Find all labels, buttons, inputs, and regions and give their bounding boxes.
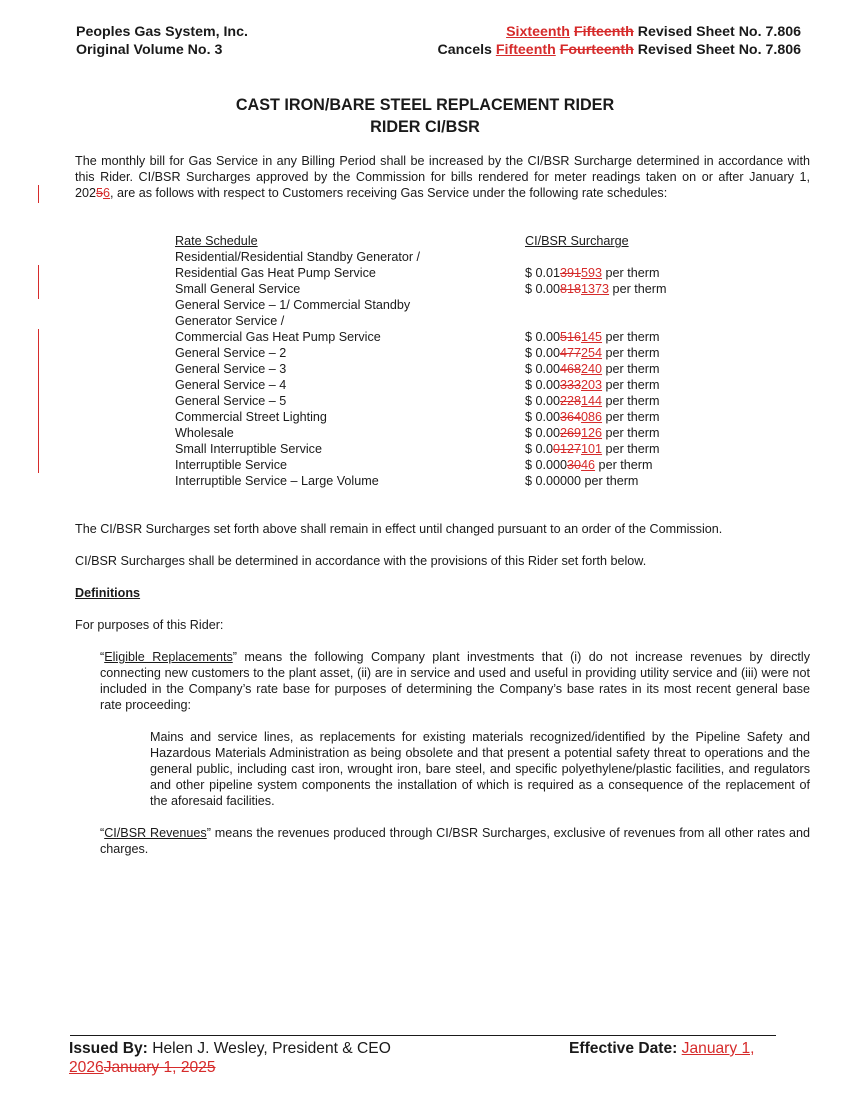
surcharge-value: [525, 265, 659, 281]
surcharge-inserted-digits: 1373: [581, 282, 610, 296]
surcharge-deleted-digits: 30: [567, 458, 582, 472]
cancels-deleted-ordinal: Fourteenth: [559, 42, 634, 58]
surcharge-value: [525, 393, 659, 409]
surcharge-text: $ 0.00000 per therm: [525, 474, 639, 488]
revenues-definition: [100, 825, 810, 857]
sheet-inserted-ordinal: Sixteenth: [506, 24, 570, 40]
issued-by-label: Issued By:: [69, 1040, 148, 1057]
effective-date-deleted: January 1, 2025: [103, 1059, 216, 1076]
surcharge-text: per therm: [602, 378, 660, 392]
rate-schedule-name: General Service – 4: [175, 378, 287, 392]
surcharge-text: $ 0.00: [525, 346, 561, 360]
purposes-line: For purposes of this Rider:: [75, 618, 224, 632]
surcharge-inserted-digits: 145: [581, 330, 603, 344]
rate-schedule-name: Residential Gas Heat Pump Service: [175, 266, 376, 280]
sheet-number: [506, 23, 801, 41]
surcharge-deleted-digits: 468: [560, 362, 582, 376]
intro-text-a: The monthly bill for Gas Service in any Billing Period shall be increased by the CI/BSR Surcharge determined in accordance with this Rider. CI/BSR Surcharges approved by the Commission for bills rendered for meter readings taken on or after January 1, 202: [75, 154, 810, 200]
surcharge-deleted-digits: 228: [560, 394, 582, 408]
intro-text-b: , are as follows with respect to Customers receiving Gas Service under the following rate schedules:: [110, 186, 668, 200]
surcharge-deleted-digits: 0127: [553, 442, 582, 456]
volume-number: Original Volume No. 3: [76, 42, 223, 58]
cancels-lead: Cancels: [437, 42, 496, 58]
surcharge-text: per therm: [595, 458, 653, 472]
rate-schedule-header: Rate Schedule: [175, 234, 258, 248]
company-name: Peoples Gas System, Inc.: [76, 24, 248, 40]
surcharge-text: per therm: [609, 282, 667, 296]
surcharge-text: per therm: [602, 442, 660, 456]
mains-paragraph: Mains and service lines, as replacements for existing materials recognized/identified by the Pipeline Safety and Hazardous Materials Administration as being obsolete and that present a potential safety threat to operations and the general public, including cast iron, wrought iron, bare steel, and specific polyethylene/plastic facilities, and regulators and other pipeline system components the installation of which is required as a consequence of the replacement of the aforesaid facilities.: [150, 730, 810, 808]
footer-rule: [70, 1035, 776, 1036]
eligible-open-quote: “: [100, 650, 105, 664]
rate-schedule-name: Generator Service /: [175, 314, 285, 328]
surcharge-text: per therm: [602, 330, 660, 344]
surcharge-text: $ 0.00: [525, 410, 561, 424]
surcharge-inserted-digits: 086: [581, 410, 603, 424]
issued-by-value: Helen J. Wesley, President & CEO: [147, 1040, 391, 1057]
surcharge-value: [525, 281, 666, 297]
rate-schedule-name: Interruptible Service – Large Volume: [175, 474, 379, 488]
surcharge-text: $ 0.00: [525, 378, 561, 392]
revision-change-bar: [38, 329, 39, 473]
intro-paragraph: [75, 153, 810, 201]
surcharge-inserted-digits: 240: [581, 362, 603, 376]
surcharge-text: per therm: [602, 266, 660, 280]
surcharge-value: [525, 457, 652, 473]
surcharge-text: $ 0.0: [525, 442, 554, 456]
surcharge-inserted-digits: 144: [581, 394, 603, 408]
surcharge-text: $ 0.00: [525, 394, 561, 408]
surcharge-header: CI/BSR Surcharge: [525, 234, 629, 248]
revision-change-bar: [38, 185, 39, 203]
rate-schedule-name: General Service – 2: [175, 346, 287, 360]
sheet-deleted-ordinal: Fifteenth: [573, 24, 634, 40]
surcharge-value: [525, 441, 659, 457]
surcharge-inserted-digits: 254: [581, 346, 603, 360]
revision-change-bar: [38, 265, 39, 299]
rate-schedule-name: Small General Service: [175, 282, 301, 296]
surcharge-inserted-digits: 126: [581, 426, 603, 440]
surcharge-deleted-digits: 333: [560, 378, 582, 392]
intro-year-inserted: 6: [103, 186, 111, 200]
issued-by: [69, 1039, 391, 1059]
surcharge-value: [525, 473, 638, 489]
rate-schedule-name: Wholesale: [175, 426, 234, 440]
intro-year-deleted: 5: [96, 186, 104, 200]
surcharge-deleted-digits: 269: [560, 426, 582, 440]
surcharge-text: per therm: [602, 346, 660, 360]
definitions-heading: Definitions: [75, 586, 141, 600]
surcharge-value: [525, 377, 659, 393]
surcharge-value: [525, 425, 659, 441]
surcharge-deleted-digits: 477: [560, 346, 582, 360]
revenues-text: ” means the revenues produced through CI/BSR Surcharges, exclusive of revenues from all other rates and charges.: [100, 826, 810, 856]
surcharge-text: $ 0.000: [525, 458, 568, 472]
surcharge-text: $ 0.00: [525, 362, 561, 376]
surcharge-text: per therm: [602, 362, 660, 376]
revenues-term: CI/BSR Revenues: [104, 826, 207, 840]
surcharge-text: per therm: [602, 410, 660, 424]
effective-date-continued: [69, 1058, 216, 1078]
determined-paragraph: CI/BSR Surcharges shall be determined in accordance with the provisions of this Rider set forth below.: [75, 554, 647, 568]
surcharge-inserted-digits: 203: [581, 378, 603, 392]
sheet-number-rest: Revised Sheet No. 7.806: [633, 24, 801, 40]
rate-schedule-name: Residential/Residential Standby Generator /: [175, 250, 421, 264]
effect-paragraph: The CI/BSR Surcharges set forth above shall remain in effect until changed pursuant to an order of the Commission.: [75, 522, 723, 536]
surcharge-deleted-digits: 818: [560, 282, 582, 296]
eligible-term: Eligible Replacements: [104, 650, 233, 664]
surcharge-deleted-digits: 364: [560, 410, 582, 424]
rate-schedule-name: Commercial Street Lighting: [175, 410, 327, 424]
surcharge-value: [525, 361, 659, 377]
document-title: CAST IRON/BARE STEEL REPLACEMENT RIDER: [235, 96, 615, 114]
surcharge-text: $ 0.01: [525, 266, 561, 280]
cancels-inserted-ordinal: Fifteenth: [495, 42, 556, 58]
surcharge-text: $ 0.00: [525, 330, 561, 344]
effective-date-inserted-line1: January 1,: [681, 1040, 755, 1057]
surcharge-deleted-digits: 391: [560, 266, 582, 280]
rate-schedule-name: General Service – 1/ Commercial Standby: [175, 298, 411, 312]
effective-date: [569, 1039, 755, 1059]
surcharge-inserted-digits: 46: [581, 458, 596, 472]
rate-schedule-name: General Service – 5: [175, 394, 287, 408]
revenues-open-quote: “: [100, 826, 105, 840]
rate-schedule-name: Commercial Gas Heat Pump Service: [175, 330, 381, 344]
document-subtitle: RIDER CI/BSR: [370, 118, 480, 136]
eligible-replacements-definition: [100, 649, 810, 713]
rate-schedule-name: Small Interruptible Service: [175, 442, 322, 456]
surcharge-text: per therm: [602, 426, 660, 440]
surcharge-text: $ 0.00: [525, 426, 561, 440]
cancels-sheet-number: [438, 41, 802, 59]
eligible-text: ” means the following Company plant investments that (i) do not increase revenues by directly connecting new customers to the plant asset, (ii) are in service and used and useful in providing utility service and (iii) were not included in the Company’s rate base for purposes of determining the Company’s base rates in its most recent general base rate proceeding:: [100, 650, 810, 712]
surcharge-inserted-digits: 101: [581, 442, 603, 456]
surcharge-deleted-digits: 516: [560, 330, 582, 344]
rate-schedule-name: Interruptible Service: [175, 458, 287, 472]
surcharge-value: [525, 329, 659, 345]
surcharge-inserted-digits: 593: [581, 266, 603, 280]
surcharge-value: [525, 345, 659, 361]
surcharge-text: $ 0.00: [525, 282, 561, 296]
cancels-rest: Revised Sheet No. 7.806: [633, 42, 801, 58]
surcharge-value: [525, 409, 659, 425]
rate-schedule-name: General Service – 3: [175, 362, 287, 376]
effective-date-label: Effective Date:: [569, 1040, 682, 1057]
effective-date-inserted-line2: 2026: [69, 1059, 104, 1076]
surcharge-text: per therm: [602, 394, 660, 408]
